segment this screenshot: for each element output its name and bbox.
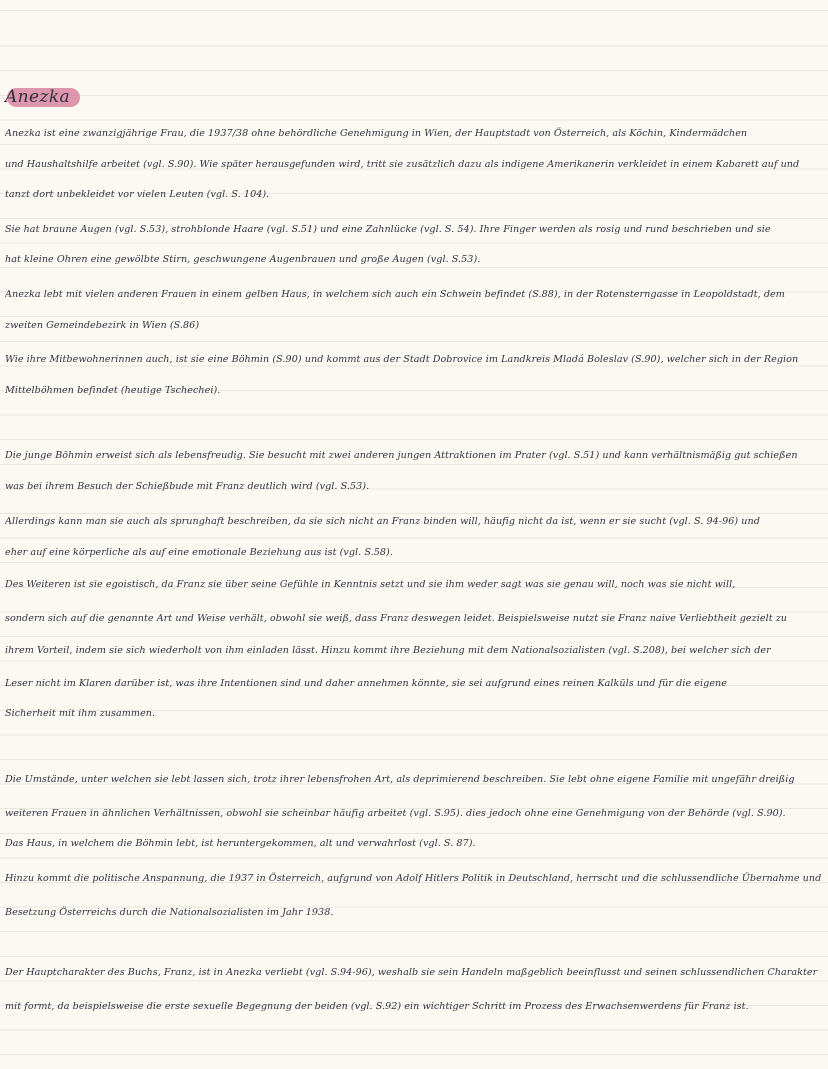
text-line: eher auf eine körperliche als auf eine emotionale Beziehung aus ist (vgl. S.58).	[5, 547, 393, 558]
text-line: tanzt dort unbekleidet vor vielen Leuten (vgl. S. 104).	[5, 189, 270, 200]
text-line: Das Haus, in welchem die Böhmin lebt, ist heruntergekommen, alt und verwahrlost (vgl. S. 87).	[5, 838, 476, 849]
page-title: Anezka	[5, 87, 71, 107]
text-line: weiteren Frauen in ähnlichen Verhältnissen, obwohl sie scheinbar häufig arbeitet (vgl. S.95). dies jedoch ohne eine Genehmigung von der Behörde (vgl. S.90).	[5, 808, 786, 819]
text-line: hat kleine Ohren eine gewölbte Stirn, geschwungene Augenbrauen und große Augen (vgl. S.53).	[5, 254, 481, 265]
text-line: Der Hauptcharakter des Buchs, Franz, ist in Anezka verliebt (vgl. S.94-96), weshalb sie sein Handeln maßgeblich beeinflusst und seinen schlussendlichen Charakter	[5, 967, 818, 978]
text-line: Die junge Böhmin erweist sich als lebensfreudig. Sie besucht mit zwei anderen jungen Attraktionen im Prater (vgl. S.51) und kann verhältnismäßig gut schießen	[5, 450, 798, 461]
title-block	[3, 84, 70, 111]
text-line: Anezka lebt mit vielen anderen Frauen in einem gelben Haus, in welchem sich auch ein Schwein befindet (S.88), in der Rotensterngasse in Leopoldstadt, dem	[5, 289, 785, 300]
text-line: Hinzu kommt die politische Anspannung, die 1937 in Österreich, aufgrund von Adolf Hitlers Politik in Deutschland, herrscht und die schlussendliche Übernahme und	[5, 873, 822, 884]
text-line: Allerdings kann man sie auch als sprunghaft beschreiben, da sie sich nicht an Franz binden will, häufig nicht da ist, wenn er sie sucht (vgl. S. 94-96) und	[5, 516, 760, 527]
text-line: Anezka ist eine zwanzigjährige Frau, die 1937/38 ohne behördliche Genehmigung in Wien, der Hauptstadt von Österreich, als Köchin, Kindermädchen	[5, 128, 748, 139]
text-line: und Haushaltshilfe arbeitet (vgl. S.90). Wie später herausgefunden wird, tritt sie zusätzlich dazu als indigene Amerikanerin verkleidet in einem Kabarett auf und	[5, 159, 800, 170]
text-line: zweiten Gemeindebezirk in Wien (S.86)	[5, 320, 200, 331]
text-line: Wie ihre Mitbewohnerinnen auch, ist sie eine Böhmin (S.90) und kommt aus der Stadt Dobrovice im Landkreis Mladá Boleslav (S.90), welcher sich in der Region	[5, 354, 799, 365]
text-line: mit formt, da beispielsweise die erste sexuelle Begegnung der beiden (vgl. S.92) ein wichtiger Schritt im Prozess des Erwachsenwerdens für Franz ist.	[5, 1001, 749, 1012]
text-line: sondern sich auf die genannte Art und Weise verhält, obwohl sie weiß, dass Franz deswegen leidet. Beispielsweise nutzt sie Franz naive Verliebtheit gezielt zu	[5, 613, 788, 624]
text-line: ihrem Vorteil, indem sie sich wiederholt von ihm einladen lässt. Hinzu kommt ihre Beziehung mit dem Nationalsozialisten (vgl. S.208), bei welcher sich der	[5, 645, 771, 656]
text-line: Mittelböhmen befindet (heutige Tschechei).	[5, 385, 221, 396]
text-line: Leser nicht im Klaren darüber ist, was ihre Intentionen sind und daher annehmen könnte, sie sei aufgrund eines reinen Kalküls und für die eigene	[5, 678, 727, 689]
text-line: Besetzung Österreichs durch die Nationalsozialisten im Jahr 1938.	[5, 907, 334, 918]
text-line: Die Umstände, unter welchen sie lebt lassen sich, trotz ihrer lebensfrohen Art, als deprimierend beschreiben. Sie lebt ohne eigene Familie mit ungefähr dreißig	[5, 774, 795, 785]
text-line: Sicherheit mit ihm zusammen.	[5, 708, 156, 719]
text-line: Sie hat braune Augen (vgl. S.53), strohblonde Haare (vgl. S.51) und eine Zahnlücke (vgl. S. 54). Ihre Finger werden als rosig und rund beschrieben und sie	[5, 224, 771, 235]
text-line: Des Weiteren ist sie egoistisch, da Franz sie über seine Gefühle in Kenntnis setzt und sie ihm weder sagt was sie genau will, noch was sie nicht will,	[5, 579, 736, 590]
text-line: was bei ihrem Besuch der Schießbude mit Franz deutlich wird (vgl. S.53).	[5, 481, 370, 492]
